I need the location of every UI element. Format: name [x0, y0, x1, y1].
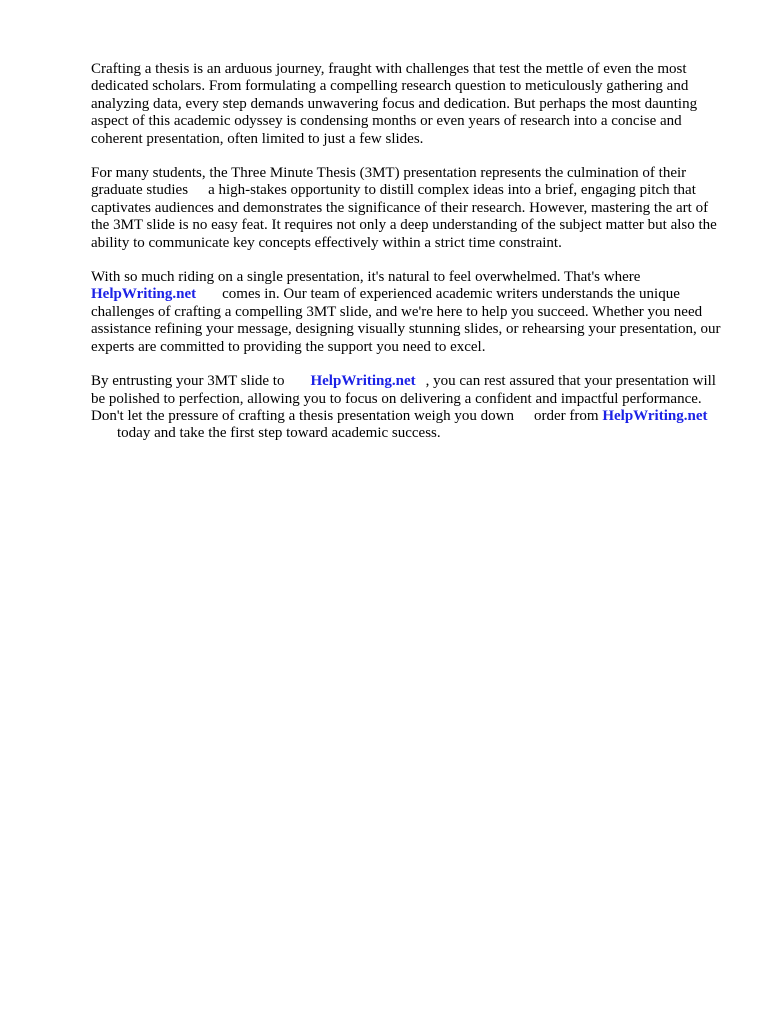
paragraph-helpwriting-text-1: With so much riding on a single presentation, it's natural to feel overwhelmed. That's where: [91, 269, 641, 286]
paragraph-intro-text: Crafting a thesis is an arduous journey, fraught with challenges that test the mettle of even the most dedicated scholars. From formulating a compelling research question to meticulously gathering and analyzing data, every step demands unwavering focus and dedication. But perhaps the most daunting aspect of this academic odyssey is condensing months or even years of research into a concise and coherent presentation, often limited to just a few slides.: [91, 61, 698, 147]
document-body: [91, 61, 721, 460]
paragraph-3mt-text-1: For many students, the Three Minute Thesis (3MT) presentation represents the culmination of their graduate studies: [91, 165, 687, 199]
paragraph-helpwriting-text-2: comes in. Our team of experienced academic writers understands the unique challenges of crafting a compelling 3MT slide, and we're here to help you succeed. Whether you need assistance refining your message, designing visually stunning slides, or rehearsing your presentation, our experts are committed to providing the support you need to excel.: [91, 286, 721, 355]
paragraph-3mt-text-2: a high-stakes opportunity to distill complex ideas into a brief, engaging pitch that captivates audiences and demonstrates the significance of their research. However, mastering the art of the 3MT slide is no easy feat. It requires not only a deep understanding of the subject matter but also the ability to communicate key concepts effectively within a strict time constraint.: [91, 182, 717, 251]
paragraph-entrust-text-3: order from: [534, 407, 599, 424]
paragraph-entrust-text-1: By entrusting your 3MT slide to: [91, 373, 285, 390]
paragraph-entrust: [91, 373, 721, 443]
paragraph-3mt: [91, 165, 721, 252]
helpwriting-link-3[interactable]: HelpWriting.net: [602, 407, 708, 424]
paragraph-helpwriting: [91, 269, 721, 356]
paragraph-intro: [91, 61, 721, 148]
paragraph-entrust-text-4: today and take the first step toward academic success.: [117, 425, 441, 442]
helpwriting-link-1[interactable]: HelpWriting.net: [91, 286, 197, 303]
paragraph-entrust-text-2: , you can rest assured that your presentation will be polished to perfection, allowing you to focus on delivering a confident and impactful performance. Don't let the pressure of crafting a thesis presentation weigh you down: [91, 373, 716, 424]
helpwriting-link-2[interactable]: HelpWriting.net: [310, 373, 416, 390]
